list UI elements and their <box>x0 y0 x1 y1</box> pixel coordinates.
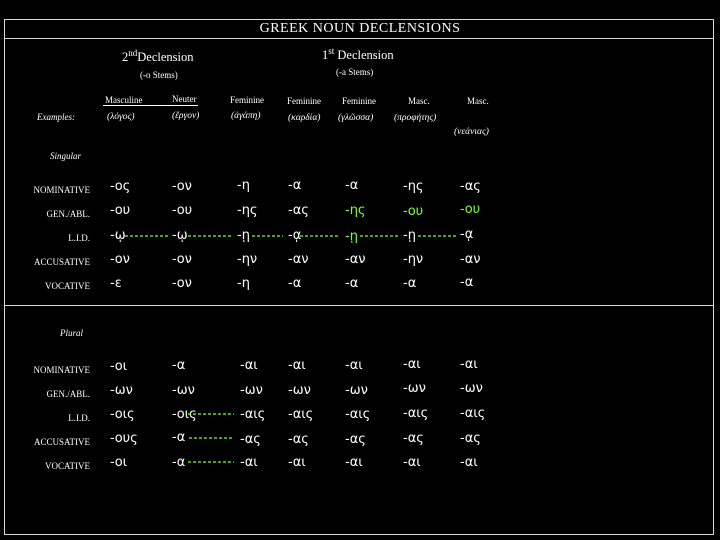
second-declension-label: Declension <box>137 50 194 65</box>
ending-cell: -αι <box>240 358 258 373</box>
example-word: (ἀγάπη) <box>231 111 261 121</box>
examples-label: Examples: <box>37 112 75 122</box>
case-label-vocative: VOCATIVE <box>45 461 90 471</box>
example-word: (γλῶσσα) <box>338 113 374 123</box>
col-header: Feminine <box>287 96 321 106</box>
ending-cell: -ῳ <box>110 228 126 243</box>
second-declension-stems: (-o Stems) <box>140 70 178 80</box>
ending-cell: -ας <box>240 432 261 447</box>
ending-cell: -α <box>288 276 302 291</box>
ending-cell: -ας <box>288 432 309 447</box>
ending-cell: -αις <box>288 407 314 422</box>
ending-cell: -οις <box>110 407 135 422</box>
ending-cell: -οι <box>110 359 128 374</box>
ending-cell: -α <box>172 430 186 445</box>
ending-cell: -αν <box>288 252 309 267</box>
ending-cell: -αι <box>240 455 258 470</box>
ending-cell-highlight: -ου <box>460 202 481 217</box>
col-header: Feminine <box>230 95 264 105</box>
ending-cell: -ας <box>403 431 424 446</box>
ending-cell: -ων <box>403 381 426 396</box>
ending-cell: -αι <box>403 357 421 372</box>
ending-cell: -ης <box>237 203 258 218</box>
ending-cell: -α <box>172 358 186 373</box>
ending-cell: -ους <box>110 431 138 446</box>
ending-cell: -αι <box>288 455 306 470</box>
ending-cell: -ην <box>403 252 424 267</box>
ending-cell-highlight: -ῃ <box>345 229 358 244</box>
ending-cell: -αις <box>460 406 486 421</box>
example-word: (προφήτης) <box>394 113 437 123</box>
ending-cell: -ε <box>110 276 122 291</box>
ending-cell: -ας <box>345 432 366 447</box>
case-label-lid: L.I.D. <box>68 233 90 243</box>
ending-cell: -αν <box>345 252 366 267</box>
ending-cell: -ον <box>172 179 192 194</box>
col-header: Neuter <box>172 94 197 104</box>
ending-cell: -ᾳ <box>288 228 302 243</box>
ending-cell: -ην <box>237 252 258 267</box>
first-declension-number: 1 <box>322 48 329 63</box>
ending-cell: -ων <box>460 381 483 396</box>
ending-cell: -α <box>345 178 359 193</box>
ending-cell: -ος <box>110 179 131 194</box>
ending-cell: -ων <box>345 383 368 398</box>
case-label-vocative: VOCATIVE <box>45 281 90 291</box>
case-label-accusative: ACCUSATIVE <box>33 257 90 267</box>
col-header: Feminine <box>342 96 376 106</box>
ending-cell: -ον <box>172 276 192 291</box>
ending-cell: -οις <box>172 407 197 422</box>
col-header: Masculine <box>105 95 143 105</box>
ending-cell: -η <box>237 276 250 291</box>
second-declension-suffix: nd <box>128 48 138 58</box>
ending-cell: -οι <box>110 455 128 470</box>
page-title: GREEK NOUN DECLENSIONS <box>259 21 461 36</box>
ending-cell: -αν <box>460 252 481 267</box>
ending-cell: -ας <box>460 179 481 194</box>
first-declension-label: Declension <box>337 48 394 63</box>
ending-cell: -ῃ <box>403 228 416 243</box>
example-word: (νεάνιας) <box>454 127 489 137</box>
ending-cell: -ον <box>172 252 192 267</box>
plural-label: Plural <box>60 328 84 338</box>
case-label-genabl: GEN./ABL. <box>46 389 90 399</box>
case-label-nominative: NOMINATIVE <box>33 365 90 375</box>
col-header: Masc. <box>467 96 489 106</box>
ending-cell-highlight: -ης <box>345 203 366 218</box>
ending-cell: -ᾳ <box>460 227 474 242</box>
case-label-accusative: ACCUSATIVE <box>33 437 90 447</box>
case-label-lid: L.I.D. <box>68 413 90 423</box>
ending-cell: -ῳ <box>172 228 188 243</box>
first-declension-suffix: st <box>328 46 335 56</box>
ending-cell: -αι <box>345 358 363 373</box>
col-header: Masc. <box>408 96 430 106</box>
ending-cell: -α <box>172 455 186 470</box>
ending-cell: -α <box>460 275 474 290</box>
second-declension-number: 2 <box>122 50 129 65</box>
ending-cell: -ης <box>403 179 424 194</box>
ending-cell: -ου <box>172 203 193 218</box>
ending-cell-highlight: -ου <box>403 204 424 219</box>
ending-cell: -ων <box>172 383 195 398</box>
ending-cell: -αι <box>345 455 363 470</box>
ending-cell: -αις <box>345 407 371 422</box>
ending-cell: -ων <box>110 383 133 398</box>
ending-cell: -ων <box>240 383 263 398</box>
ending-cell: -αις <box>240 407 266 422</box>
first-declension-stems: (-a Stems) <box>336 67 374 77</box>
ending-cell: -α <box>403 276 417 291</box>
ending-cell: -ων <box>288 383 311 398</box>
ending-cell: -ῃ <box>237 228 250 243</box>
example-word: (ἔργον) <box>172 111 200 121</box>
example-word: (λόγος) <box>107 112 135 122</box>
ending-cell: -αι <box>403 455 421 470</box>
ending-cell: -ον <box>110 252 130 267</box>
ending-cell: -α <box>345 276 359 291</box>
singular-label: Singular <box>50 151 82 161</box>
case-label-nominative: NOMINATIVE <box>33 185 90 195</box>
ending-cell: -α <box>288 178 302 193</box>
ending-cell: -ας <box>460 431 481 446</box>
example-word: (καρδία) <box>288 113 321 123</box>
ending-cell: -αις <box>403 406 429 421</box>
ending-cell: -ας <box>288 203 309 218</box>
ending-cell: -αι <box>288 358 306 373</box>
case-label-genabl: GEN./ABL. <box>46 209 90 219</box>
ending-cell: -ου <box>110 203 131 218</box>
ending-cell: -η <box>237 178 250 193</box>
ending-cell: -αι <box>460 455 478 470</box>
ending-cell: -αι <box>460 357 478 372</box>
